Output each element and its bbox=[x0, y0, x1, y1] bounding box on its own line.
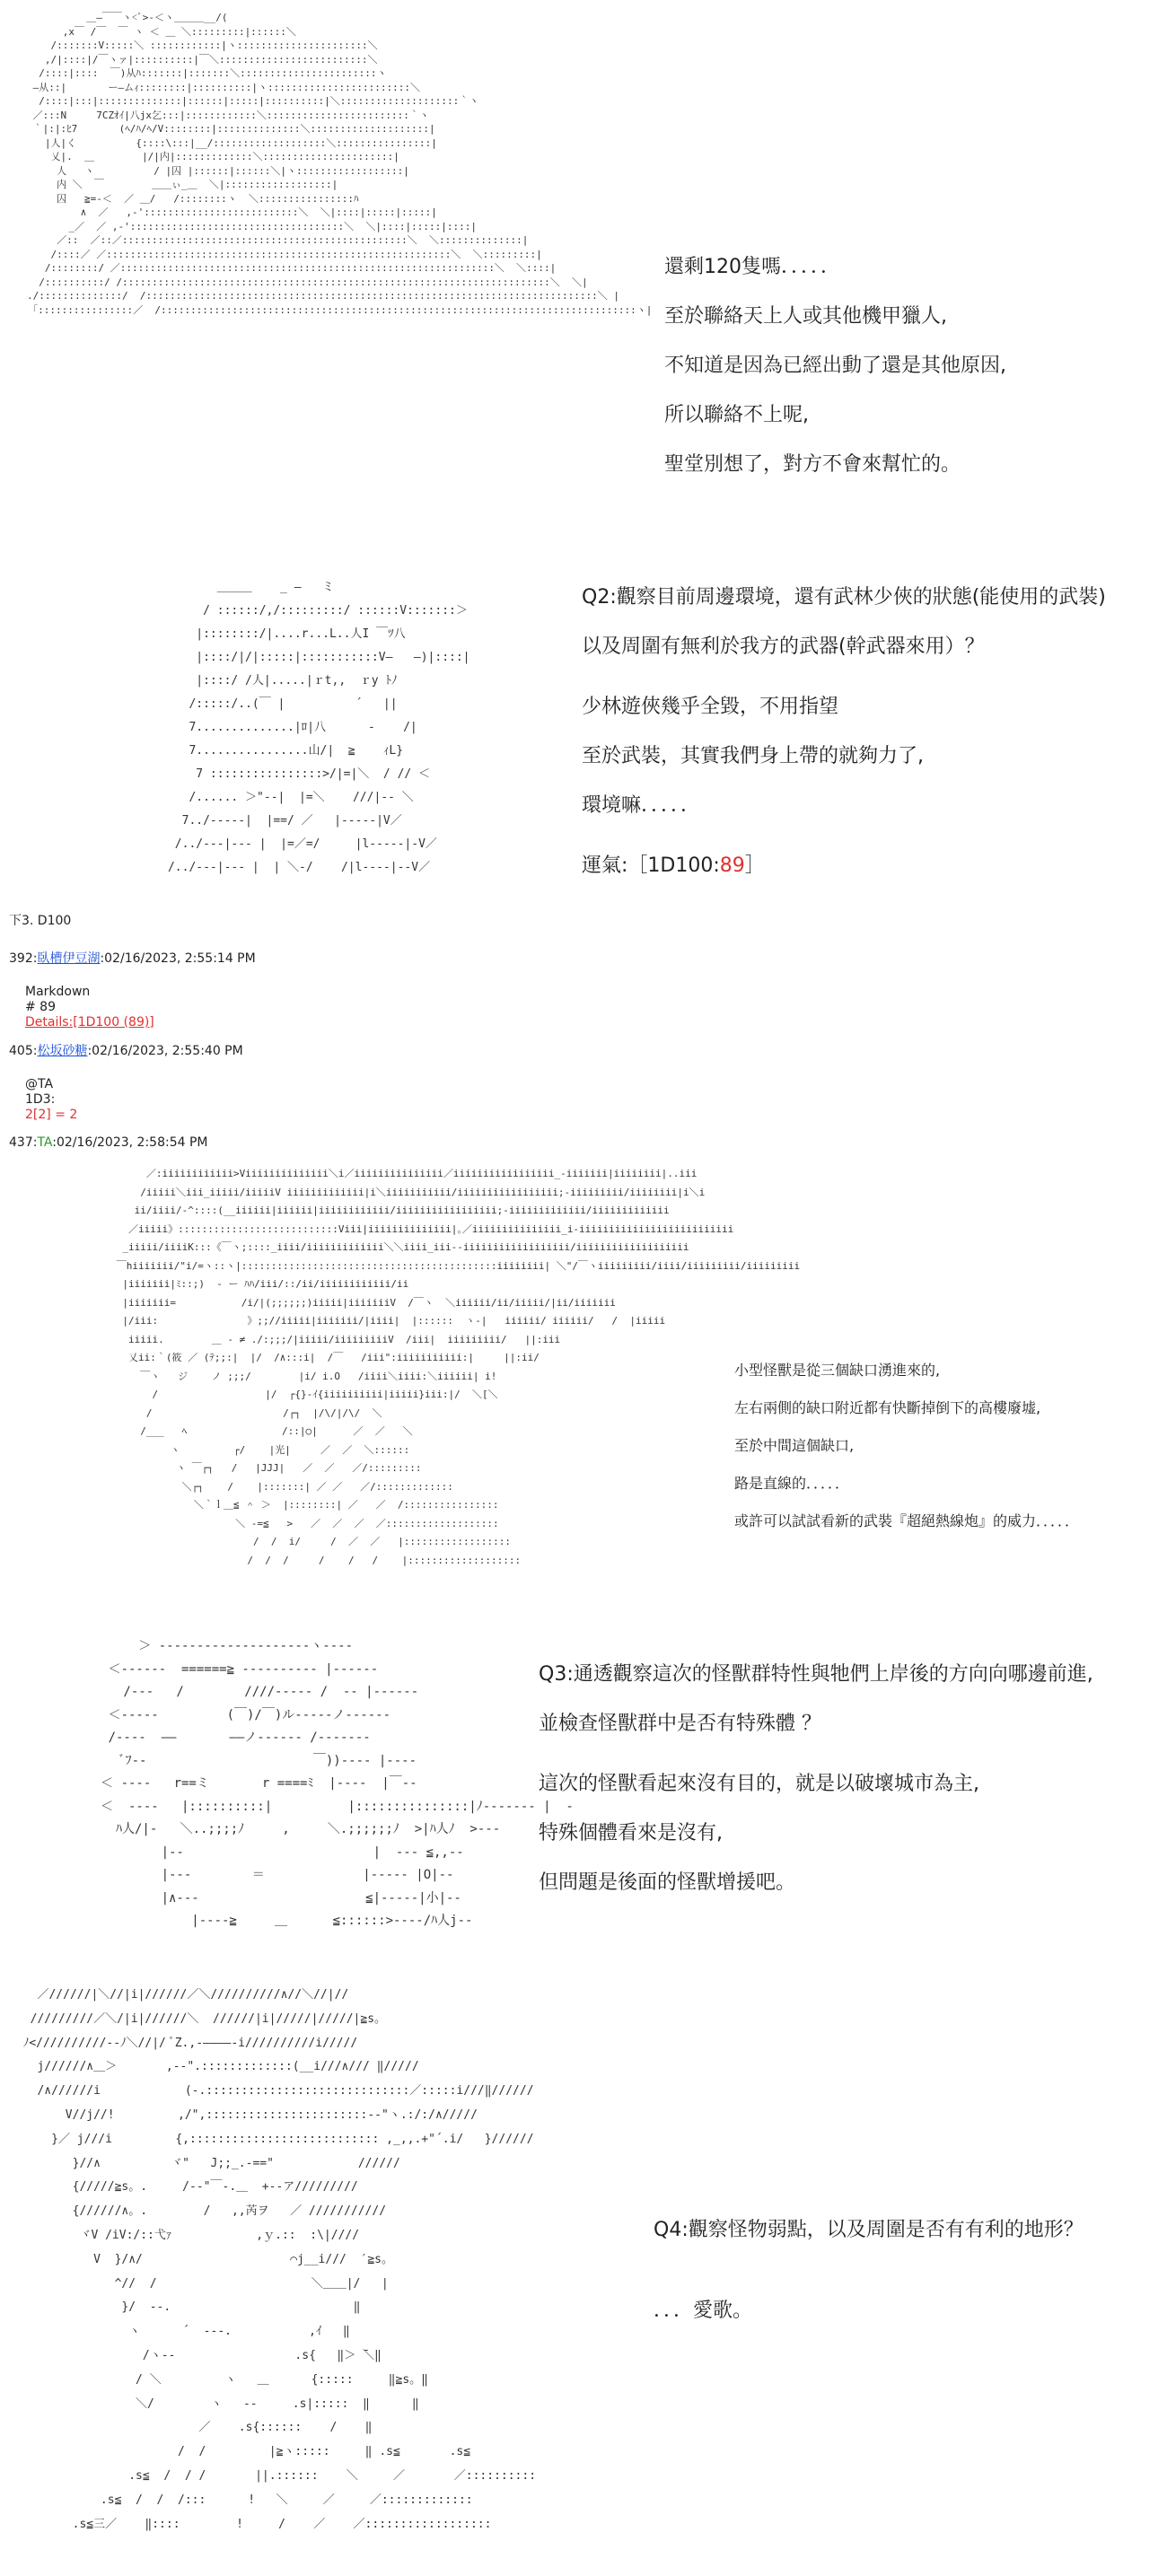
dialogue-line: 不知道是因為已經出動了還是其他原因, bbox=[664, 355, 1006, 377]
post-roll-result: 2[2] = 2 bbox=[25, 1108, 78, 1122]
post-line: # 89 bbox=[25, 1000, 56, 1014]
post-time: :02/16/2023, 2:55:14 PM bbox=[100, 951, 256, 966]
post-details-link[interactable]: Details:[1D100 (89)] bbox=[25, 1015, 154, 1030]
dialogue-line: 至於聯絡天上人或其他機甲獵人, bbox=[664, 305, 947, 328]
post-405-body bbox=[25, 1077, 77, 1123]
post-437-header bbox=[9, 1135, 208, 1151]
post-number: 405: bbox=[9, 1044, 38, 1058]
post-user-link[interactable]: 臥槽伊豆湖 bbox=[37, 951, 101, 966]
spacer bbox=[539, 1748, 1093, 1759]
dialogue-line: 路是直線的．．．．． bbox=[734, 1475, 850, 1492]
question-line: 並檢查怪獸群中是否有特殊體 ？ bbox=[539, 1713, 821, 1735]
answer-line: 少林遊俠幾乎全毀，不用指望 bbox=[582, 696, 839, 718]
dialogue-panel-1 bbox=[664, 242, 1006, 489]
spacer bbox=[582, 830, 1106, 841]
post-392-body bbox=[25, 985, 154, 1030]
post-time: :02/16/2023, 2:58:54 PM bbox=[52, 1135, 208, 1150]
roll-header: 下3. D100 bbox=[9, 914, 72, 928]
answer-line: 特殊個體看來是沒有, bbox=[539, 1822, 723, 1844]
ascii-art-character-4: ＞ ‐‐‐‐‐‐‐‐‐‐‐‐‐‐‐‐‐‐‐‐ヽ‐‐‐‐ ＜‐‐‐‐‐‐ ======≧ ‐‐‐‐‐‐‐‐‐‐ |‐‐‐‐‐‐ /‐‐‐ / ////‐‐‐‐‐ / ‐‐ |‐‐‐‐‐‐ ＜‐‐‐‐‐ (￣)/￣)ル‐‐‐‐‐ノ‐‐‐‐‐‐ /‐‐‐‐ ―― ――ノ‐‐‐‐‐‐ /‐‐‐‐‐‐‐ ﾞﾌ‐‐ ￣))‐‐‐‐ |‐‐‐‐ ＜ ‐‐‐‐ r==ミ r ====ﾐ |‐‐‐‐ |￣‐‐ ＜ ‐‐‐‐ |::::::::::| |:::::::::::::::|ﾉ‐‐‐‐‐‐‐ | ‐ ﾊ人/|‐ ＼..;;;;ﾉ , ＼.;;;;;;ﾉ >|ﾊ人ﾉ >‐‐‐ |‐‐ | ‐‐‐ ≦,,‐‐ |‐‐‐ ＝ |‐‐‐‐‐ |O|‐‐ |∧‐‐‐ ≦|‐‐‐‐‐|小|‐‐ |‐‐‐‐≧ ＿ ≦::::::>‐‐‐‐/ﾊ人j‐‐ bbox=[101, 1639, 574, 1928]
dialogue-panel-5 bbox=[654, 2190, 1084, 2352]
luck-roll-line bbox=[582, 841, 1106, 890]
dialogue-line: 聖堂別想了，對方不會來幫忙的。 bbox=[664, 453, 961, 476]
question-line: Q4:觀察怪物弱點，以及周圍是否有有利的地形？ bbox=[654, 2219, 1084, 2241]
luck-value: 89 bbox=[719, 854, 745, 877]
post-line: 1D3: bbox=[25, 1092, 56, 1107]
ascii-art-character-5: ／//////|＼//|i|//////／＼//////////∧//＼//|// /////////／＼/|i|//////＼ //////|i|/////|/////|≧s。 ﾉ<//////////‐-ﾉ＼//|/ ﾞZ.,‐――――‐i//////////i///// j//////∧＿＞ ,-‐".:::::::::::::(__i///∧/// ‖///// /∧//////i (-.:::::::::::::::::::::::::::::／:::::i///‖////// V//j//! ,/",:::::::::::::::::::::::‐-"ヽ.:/:/∧///// }／ j///i {,::::::::::::::::::::::::::: ,_,,.+"´.i/ }////// }//∧ ヾ" J;;_.-==" ////// {/////≧s。. /‐‐"￣‐.＿ +‐‐ア///////// {//////∧。. / ,,芮ヲ ／ /////////// ヾV /iV:/::弋ｧ ,ｙ.:: :\|//// V }/∧/ ⌒j__i/// ′≧s。 ^// / ＼＿＿|/ | }/ ‐‐. ‖ ヽ ´ ‐‐‐. ,ｲ ‖ /ヽ‐‐ .s{ ‖＞ ̄＼‖ / ＼ ヽ ＿ {::::: ‖≧s。‖ ＼/ ヽ ‐‐ .s|::::: ‖ ‖ ／ .s{:::::: / ‖ / / |≧ヽ::::: ‖ .s≦ .s≦ .s≦ / / / ||.:::::: ＼ ／ ／:::::::::: .s≦ / / /::: ! ＼ ／ ／::::::::::::: .s≦三／ ‖:::: ! / ／ ／:::::::::::::::::: bbox=[22, 1988, 537, 2531]
dialogue-panel-4 bbox=[539, 1650, 1093, 1907]
ascii-art-scene-3: ／:iiiiiiiiiiii>Viiiiiiiiiiiiii＼i／iiiiiiiiiiiiiii／iiiiiiiiiiiiiiiii_-iiiiiii|iiiiiiii|..iii /iiiii＼iii_iiiii/iiiiiV iiiiiiiiiiiii|i＼iiiiiiiiiii/iiiiiiiiiiiiiiiii;-iiiiiiiii/iiiiiiii|i＼i ii/iiii/-^::::(__iiiiii|iiiiii|iiiiiiiiiiii/iiiiiiiiiiiiiiiii;-iiiiiiiiiiiii/iiiiiiiiiiiii ／iiiii》:::::::::::::::::::::::::::Viii|iiiiiiiiiiiiii|｡／iiiiiiiiiiiiiii_i-iiiiiiiiiiiiiiiiiiiiiiiiii _iiiii/iiiiK:::《￣ヽ;::::_iiii/iiiiiiiiiiiii＼＼iiii_iii--iiiiiiiiiiiiiiiiii/iiiiiiiiiiiiiiiiiii ￣hiiiiiii/"i/=ヽ::ヽ|:::::::::::::::::::::::::::::::::::::::::::iiiiiiii| ＼"/￣ヽiiiiiiiii/iiii/iiiiiiiii/iiiiiiiii |iiiiiii|ﾐ::;) - ー ﾊﾊ/iii/::/ii/iiiiiiiiiiii/ii |iiiiiii= /i/|(;;;;;;)iiiii|iiiiiiiV /￣ヽ ＼iiiiii/ii/iiiii/|ii/iiiiiii |/iii: 》;;//iiiii|iiiiiii/|iiii| |:::::: ヽ-| iiiiii/ iiiiii/ / |iiiii iiiii. ＿ - ≠ ./:;;;/|iiiii/iiiiiiiiiV /iii| iiiiiiiii/ ||:iii 乂ii:｀(筱 ／ (ﾃ;;:| |/ /∧:::i| /￣ /iii":iiiiiiiiiii:| ||:ii/ ￣ヽ ジ ノ ;;;/ |i/ i.O /iiii＼iiii:＼iiiiii| i! / |/ ┌{}-ｲ{iiiiiiiiii|iiiii}iii:|/ ＼[＼ / /┌┐ |/\/|/\/ ＼ /___ ﾍ /::|○| ／ ／ ＼ ヽ ┌/ |光| ／ ／ ＼:::::: ヽ ￣┌┐ / |JJJ| ／ ／ ／/::::::::: ＼┌┐ / |:::::::| ／ ／ ／/::::::::::::: ＼｀ｌ＿≦ ＾ ＞ |::::::::| ／ ／ /:::::::::::::::: ＼ ‐=≦ > ／ ／ ／ ／::::::::::::::::::: / / i/ / ／ ／ |:::::::::::::::::: / / / / / / |::::::::::::::::::: bbox=[116, 1168, 801, 1566]
ascii-art-character-2: ＿＿＿ _ ― ミ / ::::::/,/:::::::::/ ::::::V:::::::＞ |::::::::/|....r...L..人I ￣ﾂ八 |::::/|/|:::::|:::::::::::V― ―)|::::| |::::/ /人|.....|ｒt,, ｒy ﾄﾉ /:::::/..(￣ | ´ || 7..............|ﾛ|八 - /| 7................山/| ≧ ｨL} 7 ::::::::::::::::>/|=|＼ / // ＜ /...... ＞"‐‐| |=＼ ///|‐‐ ＼ 7../‐‐‐‐‐| |==/ ／ |‐‐‐‐‐|V／ /../‐‐‐|‐‐‐ | |=／=/ |l‐‐‐‐‐|‐V／ /../‐‐‐|‐‐‐ | | ＼‐/ /|l‐‐‐‐|‐‐V／ bbox=[167, 581, 470, 874]
question-line: Q3:通透觀察這次的怪獸群特性與牠們上岸後的方向向哪邊前進, bbox=[539, 1663, 1093, 1686]
post-line: Markdown bbox=[25, 985, 91, 999]
dialogue-line: 所以聯絡不上呢, bbox=[664, 404, 809, 426]
spacer bbox=[582, 671, 1106, 682]
dialogue-line: 小型怪獸是從三個缺口湧進來的, bbox=[734, 1362, 941, 1379]
dialogue-line: 還剩120隻嗎．．．．． bbox=[664, 256, 840, 278]
post-user-link[interactable]: TA bbox=[37, 1135, 53, 1150]
ascii-art-character-1: ＿―￣￣ヽ<ﾞ>-＜ヽ＿＿＿__/( ,x￣ /￣ ￣ ヽ ＜ ＿ ＼:::::::::|::::::＼ /:::::::V:::::＼ ::::::::::::|ヽ::::::::::::::::::::::＼ ,/|::::|/￣ヽァ|::::::::::|￣＼:::::::::::::::::::::::::＼ /::::|:::: ￣)从ﾊ:::::::|:::::::＼:::::::::::::::::::::::ヽ ―从::| ー―ムｨ::::::::|::::::::::|ヽ::::::::::::::::::::::::＼ /::::|:::|::::::::::::::|::::::|:::::|::::::::::|＼::::::::::::::::::::｀ヽ ／:::N 7CZｵｲ|八jx乞:::|::::::::::::＼::::::::::::::::::::::::｀ヽ ｀|:|:ﾋ7 (ﾍ/ﾊ/ﾍ/V::::::::|::::::::::::::＼::::::::::::::::::::| |人|く {::::\:::|__/:::::::::::::::::::＼::::::::::::::::| 乂|. ＿ |/|内|:::::::::::::＼::::::::::::::::::::::| 人 ヽ / |囚 |::::::|::::::＼|ヽ::::::::::::::::::| 内 ＼ ￣ ＿＿ぃ_＿ ＼|::::::::::::::::::| 囚 ≧=-＜ ／ ＿/ /::::::::ヽ ＼::::::::::::::::ﾊ ∧ ／ ,-'::::::::::::::::::::::::::＼ ＼|::::|:::::|:::::| _／ ／ ,-'::::::::::::::::::::::::::::::::::::＼ ＼|::::|:::::|::::| ／:: ／::／::::::::::::::::::::::::::::::::::::::::::::::::＼ ＼::::::::::::::| /::::／ ／::::::::::::::::::::::::::::::::::::::::::::::::::::::::::＼ ＼:::::::::| /::::::::/ ／:::::::::::::::::::::::::::::::::::::::::::::::::::::::::::::::＼ ＼::::| /::::::::::/ /::::::::::::::::::::::::::::::::::::::::::::::::::::::::::::::::::::::::＼ ＼| ./::::::::::::::/ /::::::::::::::::::::::::::::::::::::::::::::::::::::::::::::::::::::::::::::＼ | ｢::::::::::::::::／ /::::::::::::::::::::::::::::::::::::::::::::::::::::::::::::::::::::::::::::::::ヽ| bbox=[27, 12, 653, 316]
answer-line: 至於武裝，其實我們身上帶的就夠力了, bbox=[582, 745, 924, 767]
answer-line: 這次的怪獸看起來沒有目的，就是以破壞城市為主, bbox=[539, 1773, 979, 1795]
dialogue-line: 或許可以試試看新的武裝『超絕熱線炮』的威力．．．．． bbox=[734, 1512, 1080, 1529]
answer-line: 環境嘛．．．．． bbox=[582, 794, 701, 817]
question-line: Q2:觀察目前周邊環境，還有武林少俠的狀態(能使用的武裝) bbox=[582, 586, 1106, 609]
dialogue-panel-3 bbox=[734, 1352, 1079, 1540]
post-405-header bbox=[9, 1044, 243, 1059]
post-user-link[interactable]: 松坂砂糖 bbox=[37, 1044, 88, 1058]
question-line: 以及周圍有無利於我方的武器(幹武器來用）？ bbox=[582, 635, 985, 658]
answer-line: 但問題是後面的怪獸增援吧。 bbox=[539, 1871, 796, 1894]
dialogue-panel-2 bbox=[582, 573, 1106, 890]
post-time: :02/16/2023, 2:55:40 PM bbox=[87, 1044, 243, 1058]
post-number: 437: bbox=[9, 1135, 38, 1150]
post-line: @TA bbox=[25, 1077, 54, 1091]
luck-prefix: 運氣:［1D100: bbox=[582, 854, 720, 877]
post-392-header bbox=[9, 951, 256, 967]
answer-line: ．．．愛歌。 bbox=[654, 2300, 753, 2322]
dialogue-line: 左右兩側的缺口附近都有快斷掉倒下的高樓廢墟, bbox=[734, 1399, 1041, 1416]
luck-suffix: ］ bbox=[744, 854, 765, 877]
dialogue-line: 至於中間這個缺口, bbox=[734, 1437, 855, 1454]
post-number: 392: bbox=[9, 951, 38, 966]
